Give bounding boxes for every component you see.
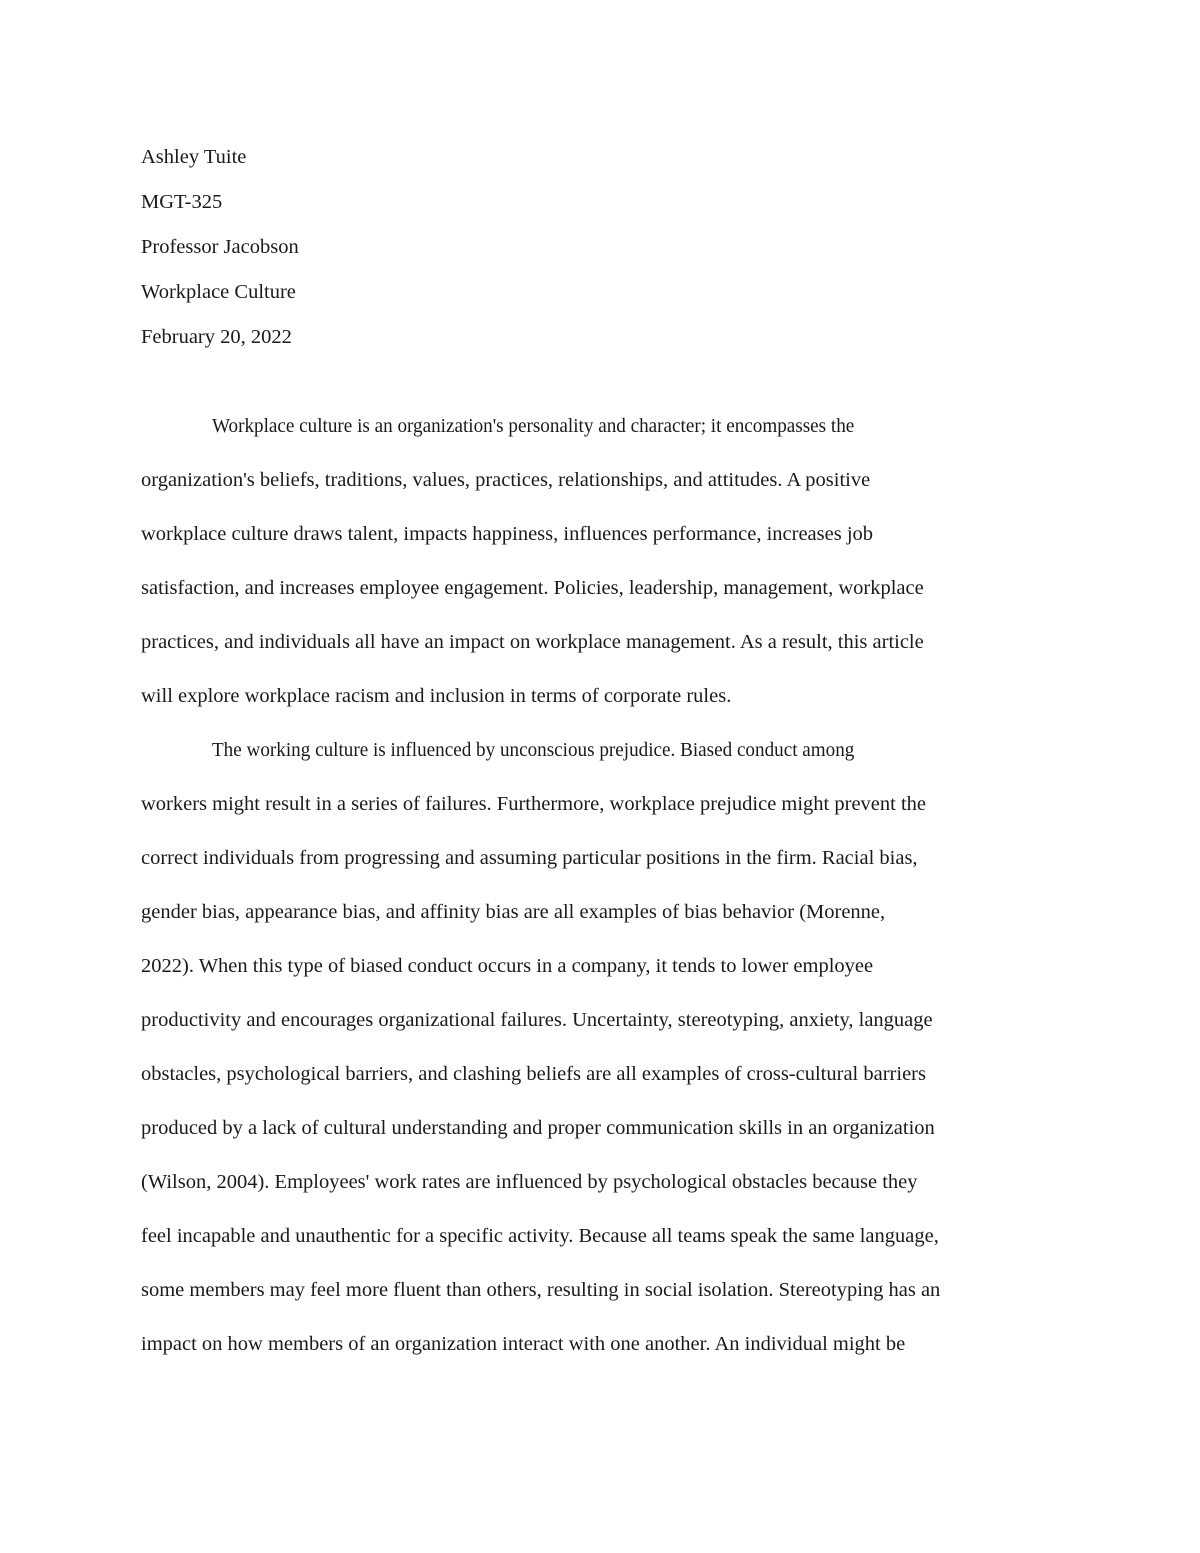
paragraph-line: Workplace culture is an organization's personality and character; it encompasses the — [212, 415, 855, 437]
paper-title: Workplace Culture — [141, 281, 296, 303]
course-code: MGT-325 — [141, 191, 223, 213]
paragraph-line: productivity and encourages organizational failures. Uncertainty, stereotyping, anxiety, language — [141, 1009, 933, 1031]
paragraph-line: correct individuals from progressing and assuming particular positions in the firm. Racial bias, — [141, 847, 918, 869]
paragraph-line: some members may feel more fluent than others, resulting in social isolation. Stereotyping has an — [141, 1279, 941, 1301]
paragraph-line: workers might result in a series of failures. Furthermore, workplace prejudice might prevent the — [141, 793, 927, 815]
paragraph-line: workplace culture draws talent, impacts happiness, influences performance, increases job — [141, 523, 874, 545]
paragraph-line: organization's beliefs, traditions, values, practices, relationships, and attitudes. A positive — [141, 469, 871, 491]
paragraph-line: 2022). When this type of biased conduct occurs in a company, it tends to lower employee — [141, 955, 874, 977]
paragraph-line: will explore workplace racism and inclusion in terms of corporate rules. — [141, 685, 732, 707]
paragraph-line: feel incapable and unauthentic for a specific activity. Because all teams speak the same language, — [141, 1225, 939, 1247]
paper-date: February 20, 2022 — [141, 326, 292, 348]
professor-name: Professor Jacobson — [141, 236, 299, 258]
author-name: Ashley Tuite — [141, 146, 247, 168]
paragraph-line: satisfaction, and increases employee engagement. Policies, leadership, management, workplace — [141, 577, 924, 599]
paragraph-line: practices, and individuals all have an impact on workplace management. As a result, this article — [141, 631, 924, 653]
paragraph-line: gender bias, appearance bias, and affinity bias are all examples of bias behavior (Morenne, — [141, 901, 886, 923]
paragraph-line: The working culture is influenced by unconscious prejudice. Biased conduct among — [212, 739, 855, 761]
paragraph-line: produced by a lack of cultural understanding and proper communication skills in an organization — [141, 1117, 935, 1139]
paragraph-line: impact on how members of an organization interact with one another. An individual might be — [141, 1333, 906, 1355]
paragraph-line: obstacles, psychological barriers, and clashing beliefs are all examples of cross-cultural barriers — [141, 1063, 926, 1085]
paragraph-line: (Wilson, 2004). Employees' work rates are influenced by psychological obstacles because they — [141, 1171, 918, 1193]
